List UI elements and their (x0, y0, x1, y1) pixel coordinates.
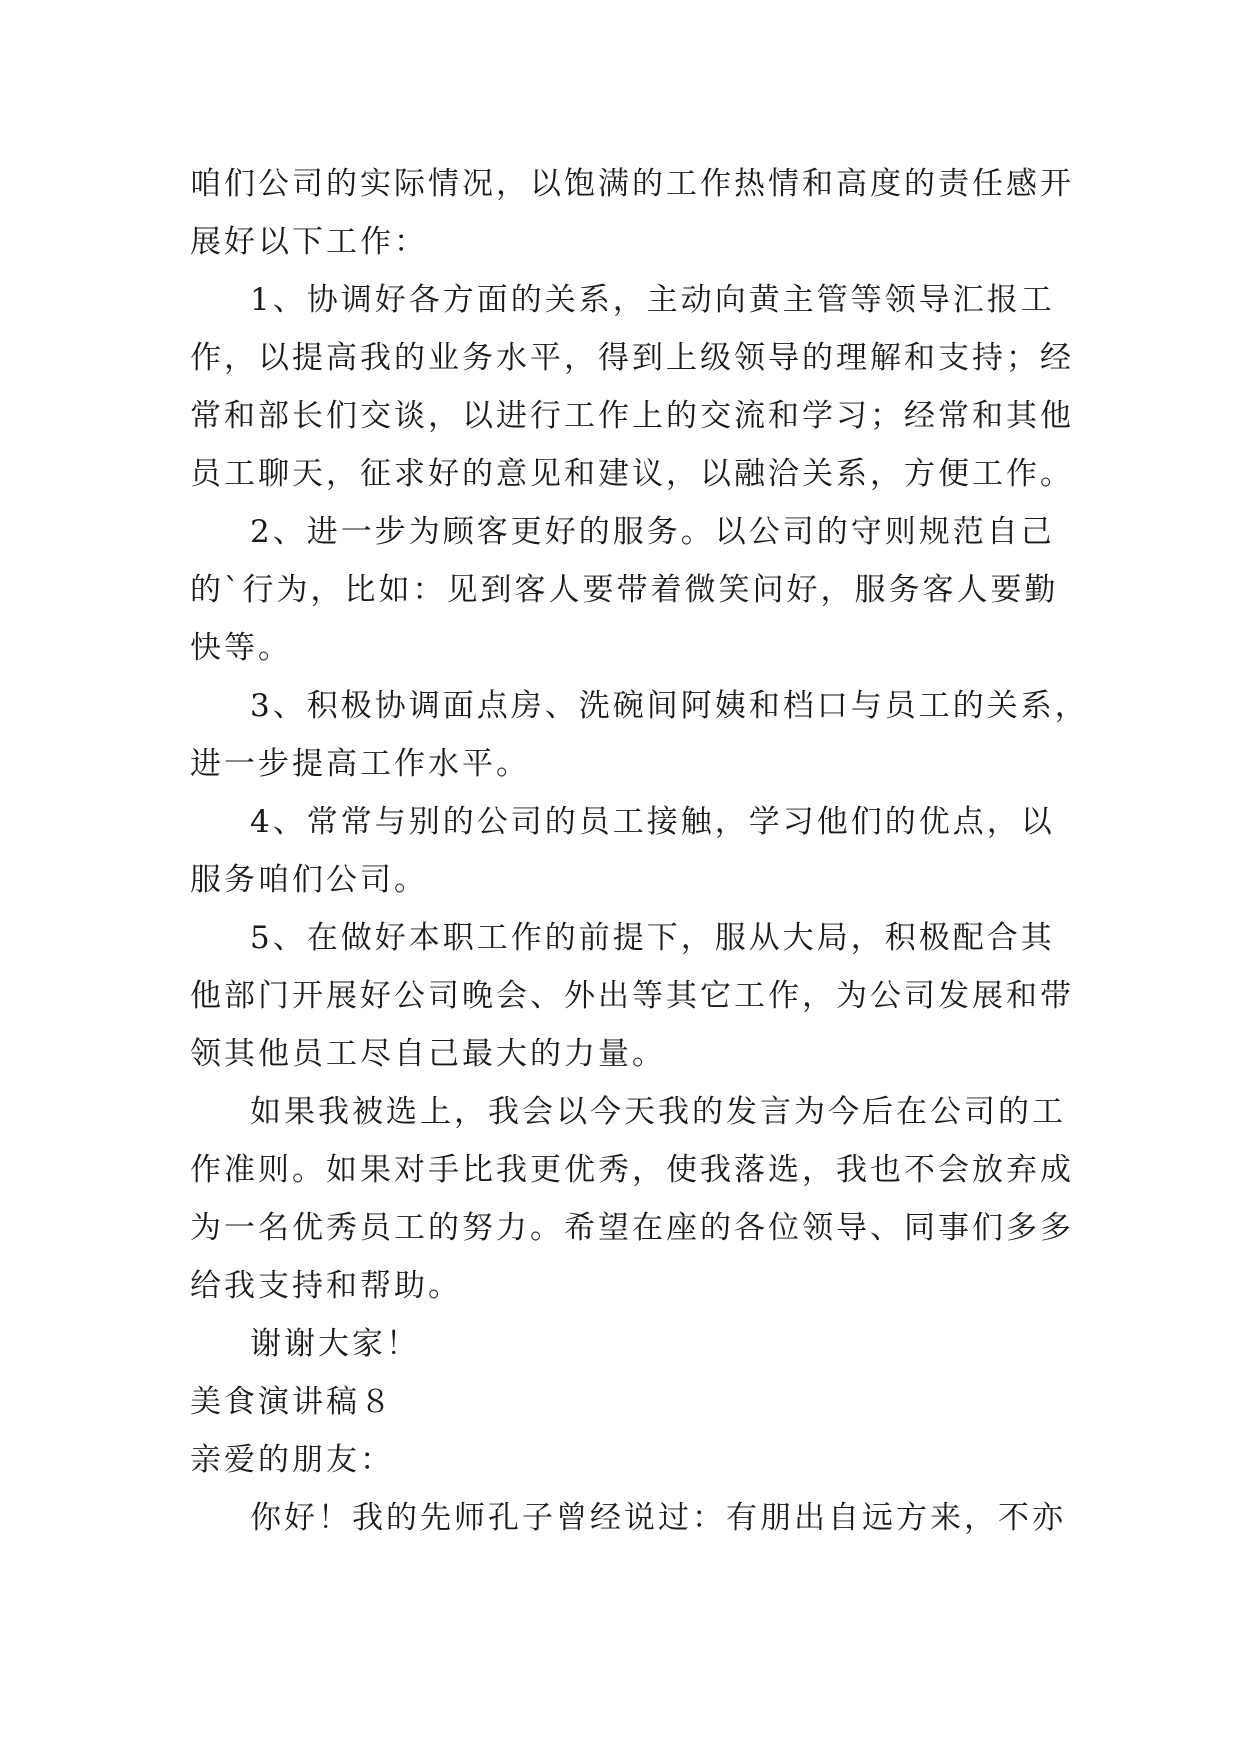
text-line: 服务咱们公司。 (190, 862, 428, 898)
text-line: 给我支持和帮助。 (190, 1268, 462, 1304)
text-line: 常和部长们交谈，以进行工作上的交流和学习；经常和其他 (190, 398, 1074, 434)
text-line: 作准则。如果对手比我更优秀，使我落选，我也不会放弃成 (190, 1152, 1074, 1188)
paragraph-start-line: 你好！我的先师孔子曾经说过：有朋出自远方来，不亦 (250, 1500, 1066, 1536)
paragraph-start-line: 2、进一步为顾客更好的服务。以公司的守则规范自己 (250, 514, 1055, 550)
text-line: 的`行为，比如：见到客人要带着微笑问好，服务客人要勤 (190, 572, 1059, 608)
text-line: 展好以下工作： (190, 224, 428, 260)
text-line: 咱们公司的实际情况，以饱满的工作热情和高度的责任感开 (190, 166, 1074, 202)
closing-line: 谢谢大家！ (250, 1326, 420, 1362)
paragraph-start-line: 4、常常与别的公司的员工接触，学习他们的优点，以 (250, 804, 1055, 840)
section-heading: 美食演讲稿８ (190, 1384, 394, 1420)
salutation: 亲爱的朋友： (190, 1442, 394, 1478)
text-line: 为一名优秀员工的努力。希望在座的各位领导、同事们多多 (190, 1210, 1074, 1246)
text-line: 快等。 (190, 630, 292, 666)
paragraph-start-line: 3、积极协调面点房、洗碗间阿姨和档口与员工的关系， (250, 688, 1089, 724)
text-line: 员工聊天，征求好的意见和建议，以融洽关系，方便工作。 (190, 456, 1074, 492)
text-line: 领其他员工尽自己最大的力量。 (190, 1036, 666, 1072)
text-line: 进一步提高工作水平。 (190, 746, 530, 782)
paragraph-start-line: 如果我被选上，我会以今天我的发言为今后在公司的工 (250, 1094, 1066, 1130)
paragraph-start-line: 1、协调好各方面的关系，主动向黄主管等领导汇报工 (250, 282, 1055, 318)
text-line: 他部门开展好公司晚会、外出等其它工作，为公司发展和带 (190, 978, 1074, 1014)
text-line: 作，以提高我的业务水平，得到上级领导的理解和支持；经 (190, 340, 1074, 376)
paragraph-start-line: 5、在做好本职工作的前提下，服从大局，积极配合其 (250, 920, 1055, 956)
